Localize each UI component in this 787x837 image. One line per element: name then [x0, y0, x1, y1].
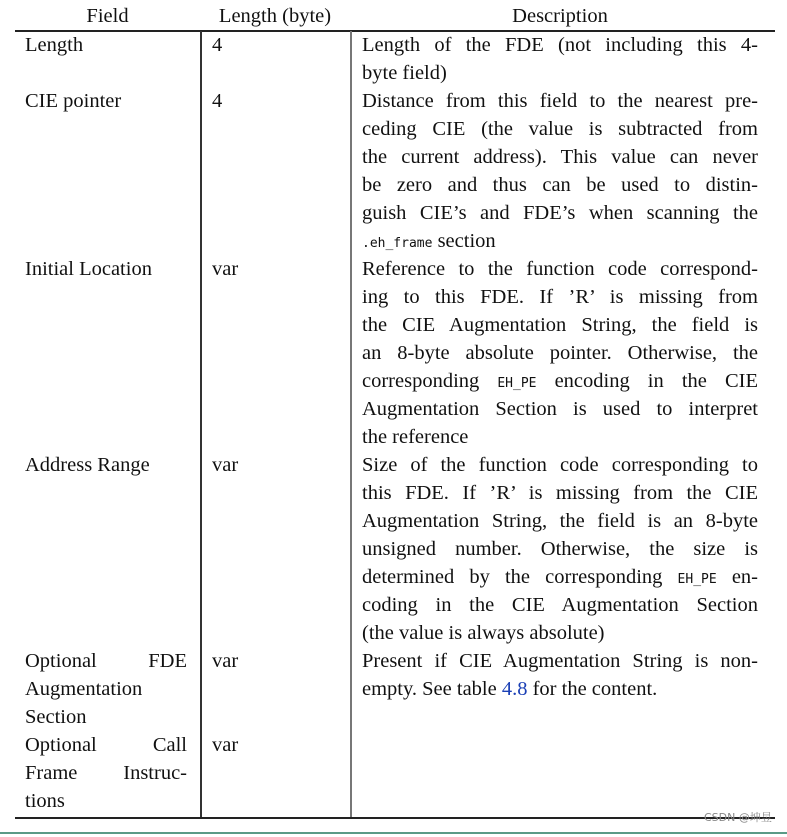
- text-line: coding in the CIE Augmentation Section: [362, 594, 758, 616]
- page-separator: [0, 832, 787, 834]
- text-line: Frame Instruc-: [25, 762, 187, 784]
- text-line: be zero and thus can be used to distin-: [362, 174, 758, 196]
- column-divider: [200, 31, 202, 817]
- code-literal: EH_PE: [497, 376, 537, 391]
- text-line: var: [212, 734, 239, 756]
- column-divider: [350, 31, 352, 817]
- header-length: Length (byte): [218, 5, 332, 27]
- text-line: Augmentation: [25, 678, 143, 700]
- text-line: var: [212, 650, 239, 672]
- text-line: Augmentation Section is used to interpret: [362, 398, 758, 420]
- field-cell: [25, 451, 187, 479]
- text-line: Section: [25, 706, 87, 728]
- description-cell: [362, 31, 758, 87]
- text-line: .eh_frame section: [362, 230, 496, 252]
- length-cell: [212, 647, 332, 675]
- text-line: Present if CIE Augmentation String is non-: [362, 650, 758, 672]
- text-line: the current address). This value can never: [362, 146, 758, 168]
- text-line: Size of the function code corresponding to: [362, 454, 758, 476]
- text-line: Length of the FDE (not including this 4-: [362, 34, 758, 56]
- length-cell: [212, 87, 332, 115]
- code-literal: .eh_frame: [362, 236, 433, 251]
- description-cell: [362, 647, 758, 703]
- text-line: Reference to the function code correspond-: [362, 258, 758, 280]
- text-line: Optional Call: [25, 734, 187, 756]
- length-cell: [212, 731, 332, 759]
- text-line: guish CIE’s and FDE’s when scanning the: [362, 202, 758, 224]
- text-line: var: [212, 258, 239, 280]
- field-cell: [25, 731, 187, 815]
- text-line: byte field): [362, 62, 447, 84]
- bottom-rule: [15, 817, 775, 819]
- text-line: empty. See table 4.8 for the content.: [362, 678, 658, 700]
- text-line: corresponding EH_PE encoding in the CIE: [362, 370, 758, 392]
- description-cell: [362, 87, 758, 255]
- text-line: Length: [25, 34, 84, 56]
- text-line: this FDE. If ’R’ is missing from the CIE: [362, 482, 758, 504]
- text-line: Initial Location: [25, 258, 152, 280]
- field-cell: [25, 255, 187, 283]
- header-field: Field: [86, 5, 129, 27]
- code-literal: EH_PE: [677, 572, 717, 587]
- text-line: Address Range: [25, 454, 150, 476]
- text-line: tions: [25, 790, 65, 812]
- text-line: the reference: [362, 426, 469, 448]
- description-cell: [362, 255, 758, 451]
- text-line: var: [212, 454, 239, 476]
- text-line: Distance from this field to the nearest pre-: [362, 90, 758, 112]
- field-cell: [25, 31, 187, 59]
- text-line: CIE pointer: [25, 90, 122, 112]
- text-line: an 8-byte absolute pointer. Otherwise, the: [362, 342, 758, 364]
- field-cell: [25, 87, 187, 115]
- length-cell: [212, 255, 332, 283]
- text-line: Optional FDE: [25, 650, 187, 672]
- text-line: Augmentation String, the field is an 8-byte: [362, 510, 758, 532]
- text-line: 4: [212, 90, 223, 112]
- length-cell: [212, 31, 332, 59]
- text-line: (the value is always absolute): [362, 622, 605, 644]
- text-line: ceding CIE (the value is subtracted from: [362, 118, 758, 140]
- description-cell: [362, 451, 758, 647]
- length-cell: [212, 451, 332, 479]
- watermark: CSDN @坤昱: [704, 811, 772, 824]
- field-cell: [25, 647, 187, 731]
- text-line: unsigned number. Otherwise, the size is: [362, 538, 758, 560]
- text-line: determined by the corresponding EH_PE en-: [362, 566, 758, 588]
- text-line: 4: [212, 34, 223, 56]
- text-line: ing to this FDE. If ’R’ is missing from: [362, 286, 758, 308]
- table-reference-link[interactable]: 4.8: [501, 678, 528, 700]
- header-description: Description: [512, 5, 608, 27]
- text-line: the CIE Augmentation String, the field is: [362, 314, 758, 336]
